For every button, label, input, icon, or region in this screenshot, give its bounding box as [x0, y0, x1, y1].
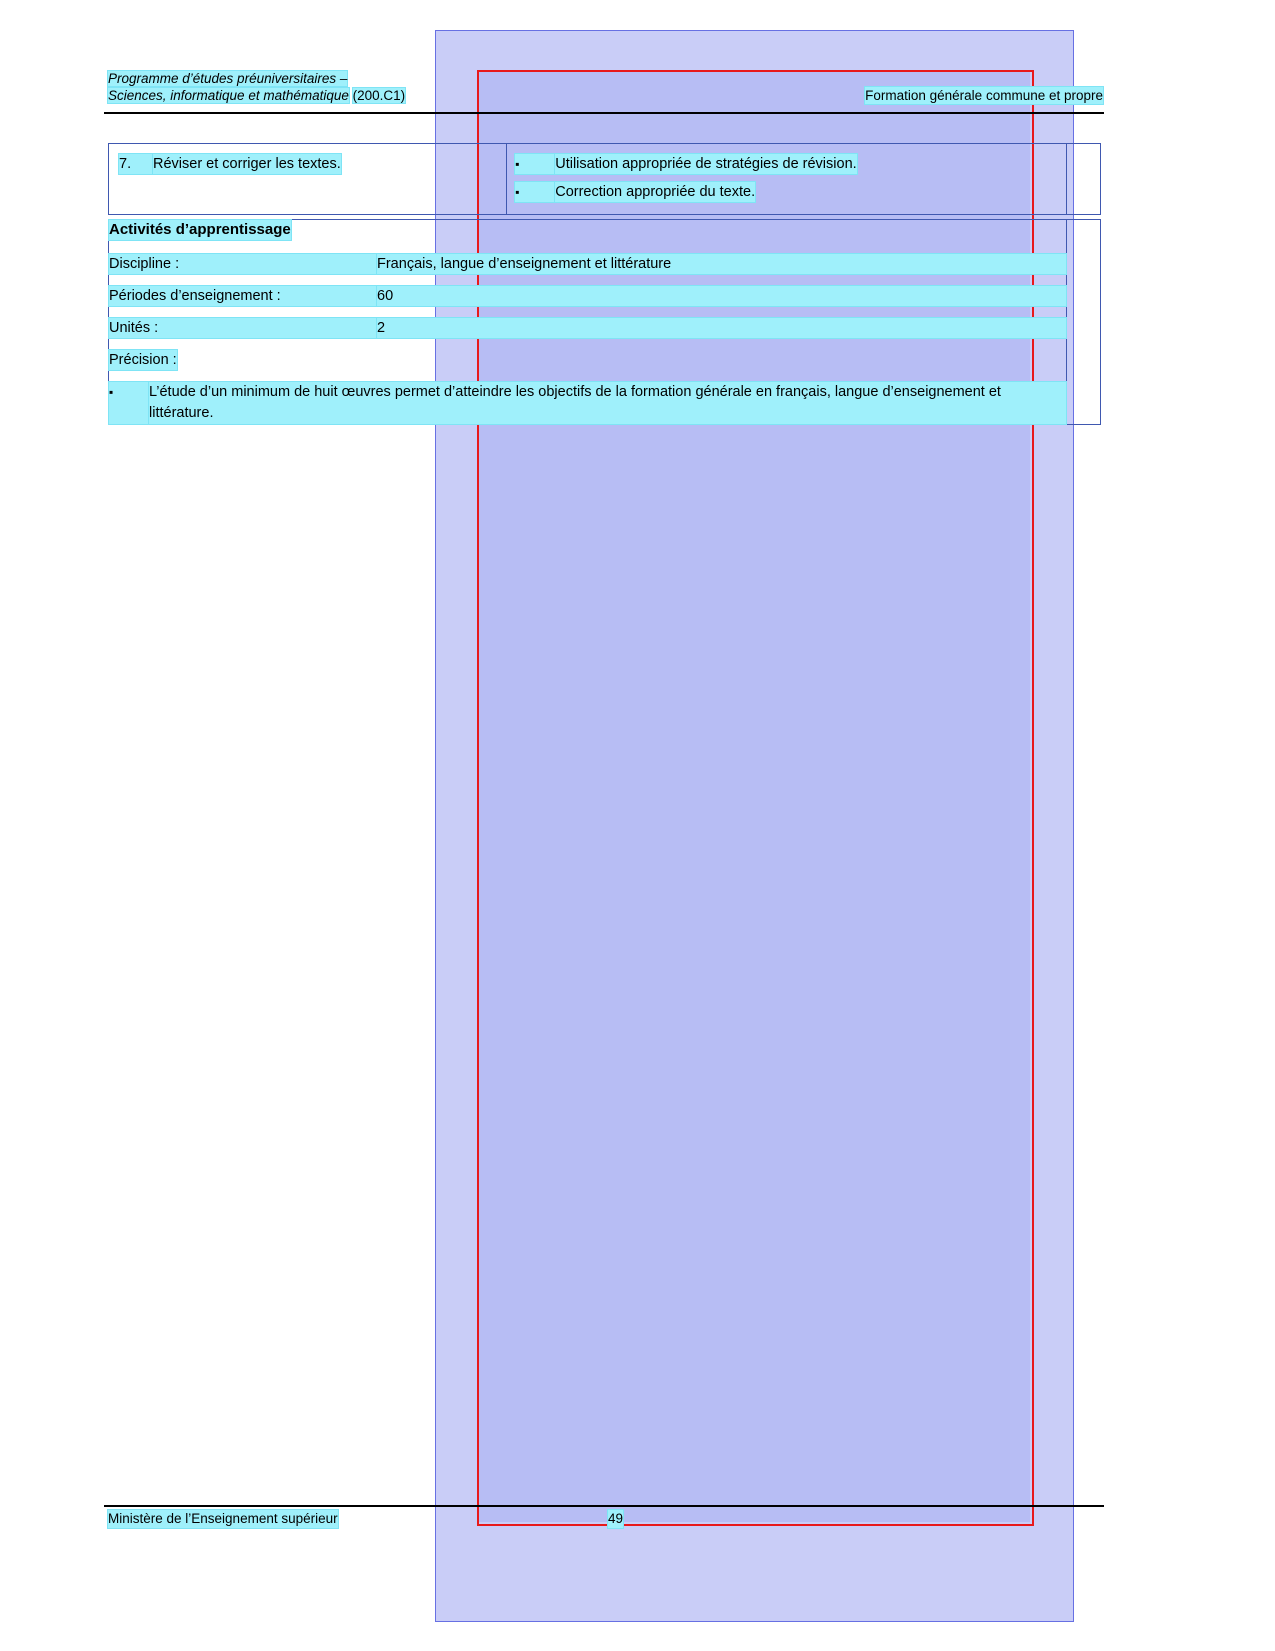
page-number: 49 [608, 1511, 624, 1526]
header-program-code: (200.C1) [352, 88, 406, 103]
footer-divider [104, 1505, 1104, 1507]
activities-row-unites [109, 318, 1066, 338]
objective-cell [109, 144, 507, 215]
list-item [515, 182, 1058, 202]
square-bullet-icon: ▪ [109, 382, 149, 424]
periodes-value: 60 [377, 286, 1066, 306]
criterion-text: Utilisation appropriée de stratégies de révision. [555, 156, 857, 172]
criterion-text: Correction appropriée du texte. [555, 184, 756, 200]
precision-label: Précision : [109, 352, 177, 368]
activities-row-discipline [109, 254, 1066, 274]
activities-title: Activités d’apprentissage [109, 221, 291, 238]
square-bullet-icon: ▪ [515, 182, 555, 202]
discipline-value: Français, langue d’enseignement et littérature [377, 254, 1066, 274]
periodes-label: Périodes d’enseignement : [109, 286, 377, 306]
header-divider [104, 112, 1104, 114]
header-program-title: Programme d’études préuniversitaires – [108, 71, 348, 86]
table-row-activities [109, 220, 1101, 425]
square-bullet-icon: ▪ [515, 154, 555, 174]
unites-label: Unités : [109, 318, 377, 338]
table-row-objective [109, 144, 1101, 215]
page-footer [108, 1510, 1103, 1528]
objective-table [108, 143, 1101, 215]
header-line-1 [108, 70, 1103, 87]
unites-value: 2 [377, 318, 1066, 338]
activities-spacer-cell [1067, 220, 1101, 425]
criteria-cell [507, 144, 1067, 215]
footer-ministry: Ministère de l’Enseignement supérieur [108, 1511, 338, 1526]
objective-spacer-cell [1067, 144, 1101, 215]
activities-table [108, 219, 1101, 425]
activities-row-precision [109, 350, 1066, 370]
list-item [515, 154, 1058, 174]
header-formation-label: Formation générale commune et propre [865, 88, 1103, 103]
activities-cell [109, 220, 1067, 425]
header-program-name: Sciences, informatique et mathématique [108, 88, 349, 103]
precision-text: L’étude d’un minimum de huit œuvres permet d’atteindre les objectifs de la formation générale en français, langue d’enseignement et littérature. [149, 382, 1066, 424]
objective-text: Réviser et corriger les textes. [153, 156, 341, 172]
objective-number: 7. [119, 154, 153, 174]
header-line-2 [108, 87, 1103, 104]
discipline-label: Discipline : [109, 254, 377, 274]
page-header [108, 70, 1103, 104]
list-item [109, 382, 1066, 424]
activities-row-periodes [109, 286, 1066, 306]
